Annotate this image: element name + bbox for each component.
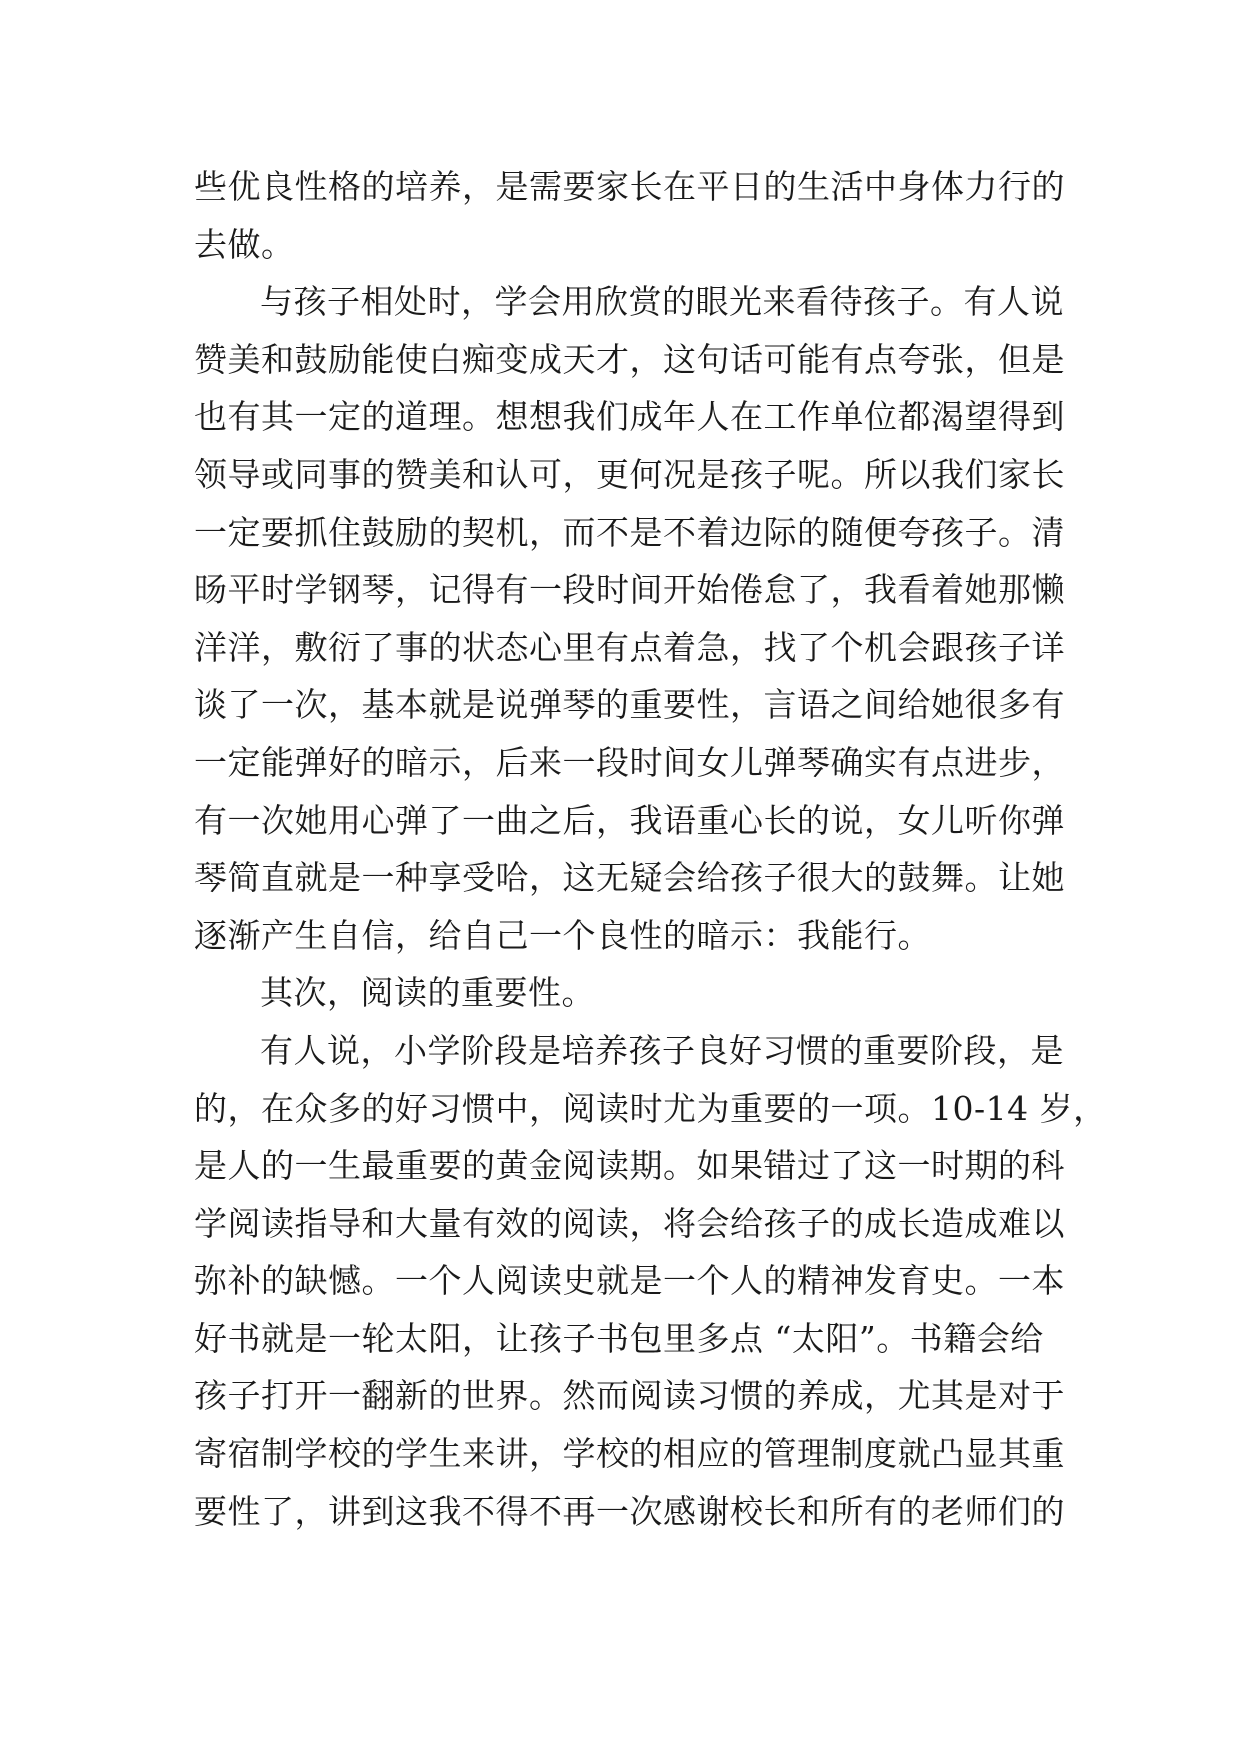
paragraph-first-line: 有人说，小学阶段是培养孩子良好习惯的重要阶段，是 bbox=[260, 1030, 1064, 1070]
text-line: 学阅读指导和大量有效的阅读，将会给孩子的成长造成难以 bbox=[194, 1203, 1065, 1243]
text-line: 赞美和鼓励能使白痴变成天才，这句话可能有点夸张，但是 bbox=[194, 339, 1065, 379]
text-line: 领导或同事的赞美和认可，更何况是孩子呢。所以我们家长 bbox=[194, 454, 1065, 494]
text-line: 好书就是一轮太阳，让孩子书包里多点 “太阳”。书籍会给 bbox=[194, 1318, 1044, 1358]
document-body-text bbox=[194, 158, 1107, 1540]
text-line: 弥补的缺憾。一个人阅读史就是一个人的精神发育史。一本 bbox=[194, 1261, 1065, 1301]
text-line: 有一次她用心弹了一曲之后，我语重心长的说，女儿听你弹 bbox=[194, 800, 1065, 840]
text-line: 逐渐产生自信，给自己一个良性的暗示：我能行。 bbox=[194, 915, 931, 955]
paragraph-first-line: 其次，阅读的重要性。 bbox=[260, 973, 595, 1013]
text-line: 洋洋，敷衍了事的状态心里有点着急，找了个机会跟孩子详 bbox=[194, 627, 1065, 667]
text-line: 要性了，讲到这我不得不再一次感谢校长和所有的老师们的 bbox=[194, 1491, 1065, 1531]
text-line: 是人的一生最重要的黄金阅读期。如果错过了这一时期的科 bbox=[194, 1146, 1065, 1186]
text-line: 一定要抓住鼓励的契机，而不是不着边际的随便夸孩子。清 bbox=[194, 512, 1065, 552]
text-line: 寄宿制学校的学生来讲，学校的相应的管理制度就凸显其重 bbox=[194, 1434, 1065, 1474]
text-line: 旸平时学钢琴，记得有一段时间开始倦怠了，我看着她那懒 bbox=[194, 570, 1065, 610]
text-line: 的，在众多的好习惯中，阅读时尤为重要的一项。10-14 岁， bbox=[194, 1088, 1107, 1128]
text-line: 孩子打开一翻新的世界。然而阅读习惯的养成，尤其是对于 bbox=[194, 1376, 1065, 1416]
text-line: 琴简直就是一种享受哈，这无疑会给孩子很大的鼓舞。让她 bbox=[194, 858, 1065, 898]
text-line: 也有其一定的道理。想想我们成年人在工作单位都渴望得到 bbox=[194, 397, 1065, 437]
paragraph-first-line: 与孩子相处时，学会用欣赏的眼光来看待孩子。有人说 bbox=[260, 282, 1064, 322]
text-line: 谈了一次，基本就是说弹琴的重要性，言语之间给她很多有 bbox=[194, 685, 1065, 725]
text-line: 去做。 bbox=[194, 224, 295, 264]
text-line: 一定能弹好的暗示，后来一段时间女儿弹琴确实有点进步， bbox=[194, 742, 1065, 782]
text-line: 些优良性格的培养，是需要家长在平日的生活中身体力行的 bbox=[194, 167, 1065, 206]
